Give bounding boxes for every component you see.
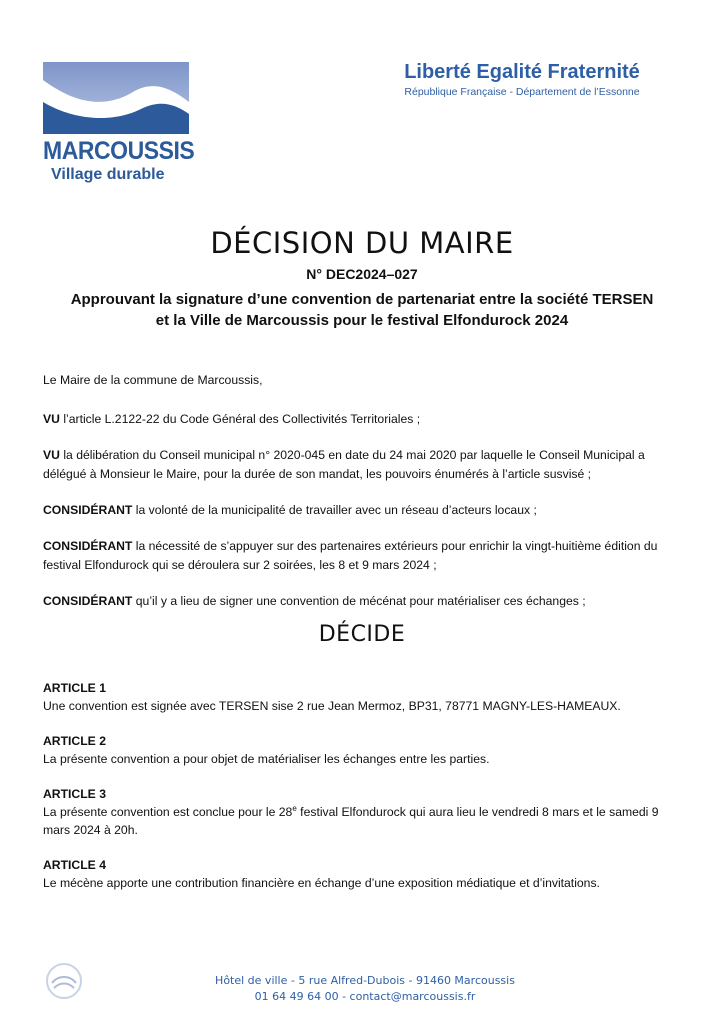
considerant-label: CONSIDÉRANT bbox=[43, 503, 133, 517]
considerant-label: CONSIDÉRANT bbox=[43, 539, 133, 553]
considerant-text: qu’il y a lieu de signer une convention de mécénat pour matérialiser ces échanges ; bbox=[132, 594, 586, 608]
subject-line-2: et la Ville de Marcoussis pour le festival Elfondurock 2024 bbox=[155, 312, 569, 329]
logo-tagline: Village durable bbox=[51, 166, 165, 183]
article-text bbox=[43, 803, 683, 839]
articles bbox=[43, 679, 683, 909]
article-title: ARTICLE 2 bbox=[43, 734, 106, 748]
article-text: Une convention est signée avec TERSEN sise 2 rue Jean Mermoz, BP31, 78771 MAGNY-LES-HAMEAUX. bbox=[43, 699, 621, 713]
article-title: ARTICLE 3 bbox=[43, 787, 106, 801]
preamble bbox=[43, 371, 683, 628]
article-title: ARTICLE 1 bbox=[43, 681, 106, 695]
vu-label: VU bbox=[43, 412, 60, 426]
article-text: Le mécène apporte une contribution financière en échange d’une exposition médiatique et d’invitations. bbox=[43, 876, 600, 890]
article-3 bbox=[43, 785, 683, 839]
subject-line-1: Approuvant la signature d’une convention de partenariat entre la société TERSEN bbox=[70, 291, 654, 308]
wave-emblem bbox=[43, 62, 189, 134]
considerant-label: CONSIDÉRANT bbox=[43, 594, 133, 608]
article-1 bbox=[43, 679, 683, 715]
decision-number: N° DEC2024–027 bbox=[306, 266, 418, 282]
considerant-paragraph-1 bbox=[43, 501, 683, 520]
considerant-text: la nécessité de s’appuyer sur des partenaires extérieurs pour enrichir la vingt-huitième édition du festival Elfondurock qui se déroulera sur 2 soirées, les 8 et 9 mars 2024 ; bbox=[43, 539, 658, 572]
decide-heading: DÉCIDE bbox=[318, 622, 406, 647]
considerant-paragraph-2 bbox=[43, 537, 683, 575]
footer-address bbox=[200, 973, 530, 1005]
intro-paragraph: Le Maire de la commune de Marcoussis, bbox=[43, 373, 263, 387]
vu-paragraph-1 bbox=[43, 410, 683, 429]
article-text-end: festival Elfondurock qui aura lieu le vendredi 8 mars et le samedi 9 mars 2024 à 20h. bbox=[43, 805, 659, 837]
footer-line-2: 01 64 49 64 00 - contact@marcoussis.fr bbox=[254, 990, 476, 1003]
decision-subject bbox=[0, 289, 724, 331]
ordinal-suffix: e bbox=[292, 803, 297, 813]
vu-label: VU bbox=[43, 448, 60, 462]
vu-paragraph-2 bbox=[43, 446, 683, 484]
article-4 bbox=[43, 856, 683, 892]
article-text-start: La présente convention est conclue pour le 28 bbox=[43, 805, 293, 819]
document-title: DÉCISION DU MAIRE bbox=[210, 226, 514, 260]
article-title: ARTICLE 4 bbox=[43, 858, 106, 872]
article-text: La présente convention a pour objet de matérialiser les échanges entre les parties. bbox=[43, 752, 490, 766]
motto: Liberté Egalité Fraternité bbox=[404, 61, 640, 83]
footer-emblem-icon bbox=[44, 961, 84, 1001]
department-subtitle: République Française - Département de l’Essonne bbox=[404, 86, 640, 98]
vu-text: l’article L.2122-22 du Code Général des Collectivités Territoriales ; bbox=[59, 412, 421, 426]
article-2 bbox=[43, 732, 683, 768]
considerant-paragraph-3 bbox=[43, 592, 683, 611]
vu-text: la délibération du Conseil municipal n° 2020-045 en date du 24 mai 2020 par laquelle le Conseil Municipal a délégué à Monsieur le Maire, pour la durée de son mandat, les pouvoirs énumérés à l’article susvisé ; bbox=[43, 448, 645, 481]
marcoussis-logo bbox=[43, 62, 195, 184]
footer-line-1: Hôtel de ville - 5 rue Alfred-Dubois - 91460 Marcoussis bbox=[215, 974, 515, 987]
republic-header bbox=[362, 60, 682, 100]
considerant-text: la volonté de la municipalité de travailler avec un réseau d’acteurs locaux ; bbox=[132, 503, 537, 517]
logo-name: MARCOUSSIS bbox=[43, 137, 195, 165]
